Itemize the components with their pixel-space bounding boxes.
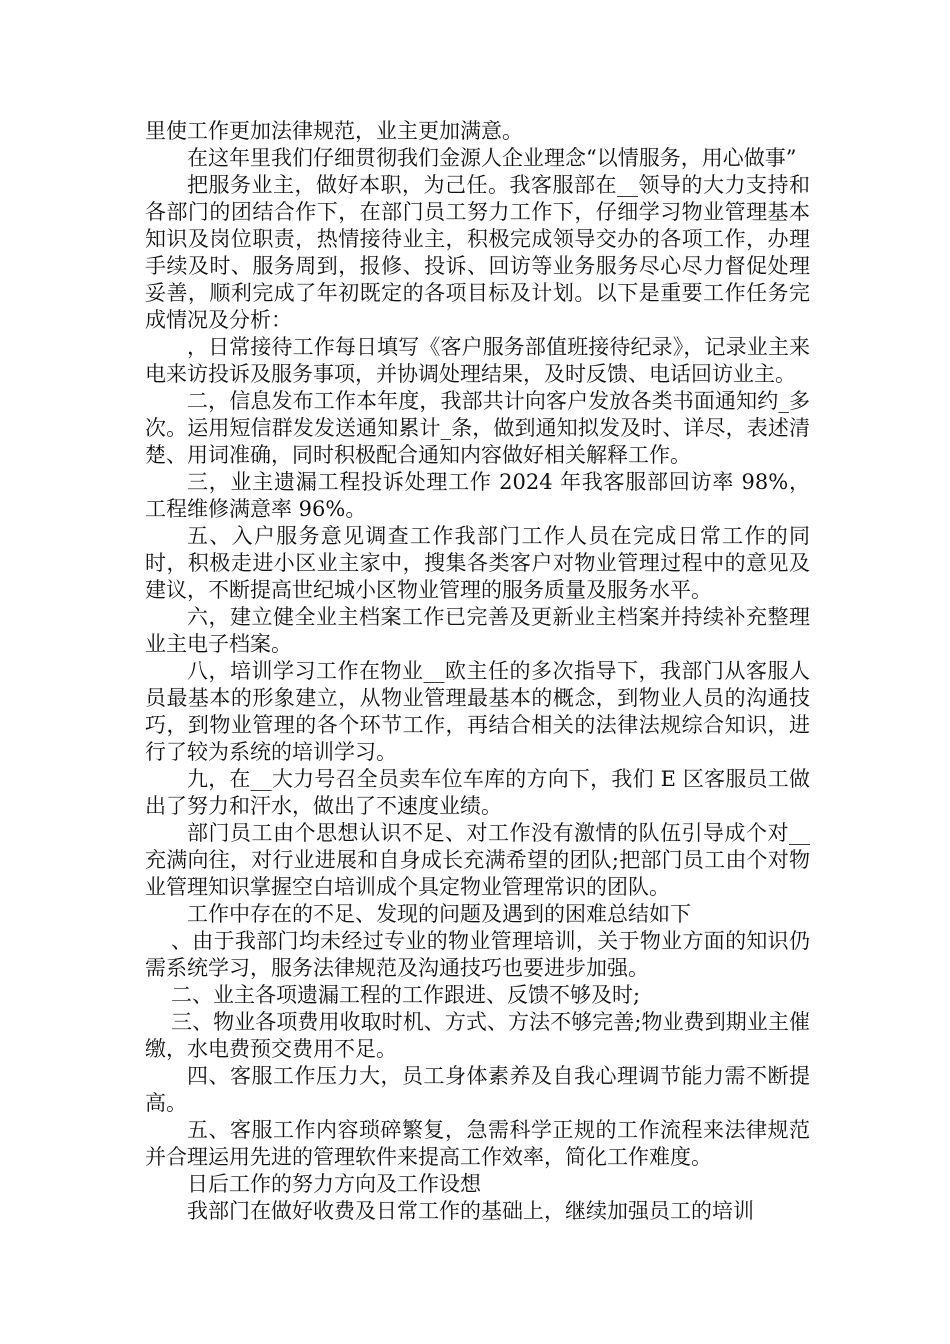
paragraph-3: 把服务业主，做好本职，为己任。我客服部在__领导的大力支持和各部门的团结合作下，在部门员工努力工作下，仔细学习物业管理基本知识及岗位职责，热情接待业主，积极完成领导交办的各项工作，办理手续及时、服务周到，报修、投诉、回访等业务服务尽心尽力督促处理妥善，顺利完成了年初既定的各项目标及计划。以下是重要工作任务完成情况及分析： xyxy=(145,173,810,332)
paragraph-4: ，日常接待工作每日填写《客户服务部值班接待纪录》，记录业主来电来访投诉及服务事项，并协调处理结果，及时反馈、电话回访业主。 xyxy=(145,335,810,386)
section-heading-future: 日后工作的努力方向及工作设想 xyxy=(187,1172,481,1196)
paragraph-7: 五、入户服务意见调查工作我部门工作人员在完成日常工作的同时，积极走进小区业主家中，搜集各类客户对物业管理过程中的意见及建议，不断提高世纪城小区物业管理的服务质量及服务水平。 xyxy=(145,524,810,602)
paragraph-16: 四、客服工作压力大，员工身体素养及自我心理调节能力需不断提高。 xyxy=(145,1064,810,1115)
paragraph-6: 三，业主遗漏工程投诉处理工作 2024 年我客服部回访率 98%，工程维修满意率 96%。 xyxy=(145,470,810,521)
paragraph-1: 里使工作更加法律规范，业主更加满意。 xyxy=(145,119,523,143)
paragraph-13: 、由于我部门均未经过专业的物业管理培训，关于物业方面的知识仍需系统学习，服务法律规范及沟通技巧也要进步加强。 xyxy=(145,929,810,980)
paragraph-10: 九，在__大力号召全员卖车位车库的方向下，我们 E 区客服员工做出了努力和汗水，做出了不速度业绩。 xyxy=(145,767,810,818)
paragraph-17: 五、客服工作内容琐碎繁复，急需科学正规的工作流程来法律规范并合理运用先进的管理软件来提高工作效率，简化工作难度。 xyxy=(145,1118,810,1169)
document-body xyxy=(145,118,810,1225)
paragraph-9: 八，培训学习工作在物业__欧主任的多次指导下，我部门从客服人员最基本的形象建立，从物业管理最基本的概念，到物业人员的沟通技巧，到物业管理的各个环节工作，再结合相关的法律法规综合知识，进行了较为系统的培训学习。 xyxy=(145,659,810,764)
paragraph-2: 在这年里我们仔细贯彻我们金源人企业理念“以情服务，用心做事” xyxy=(187,146,797,170)
paragraph-14: 二、业主各项遗漏工程的工作跟进、反馈不够及时; xyxy=(171,983,641,1007)
section-heading-problems: 工作中存在的不足、发现的问题及遇到的困难总结如下 xyxy=(187,902,691,926)
paragraph-19: 我部门在做好收费及日常工作的基础上，继续加强员工的培训 xyxy=(187,1199,754,1223)
paragraph-15: 三、物业各项费用收取时机、方式、方法不够完善;物业费到期业主催缴，水电费预交费用不足。 xyxy=(145,1010,810,1061)
paragraph-8: 六，建立健全业主档案工作已完善及更新业主档案并持续补充整理业主电子档案。 xyxy=(145,605,810,656)
paragraph-5: 二，信息发布工作本年度，我部共计向客户发放各类书面通知约_多次。运用短信群发发送通知累计_条，做到通知拟发及时、详尽，表述清楚、用词准确，同时积极配合通知内容做好相关解释工作。 xyxy=(145,389,810,467)
paragraph-11: 部门员工由个思想认识不足、对工作没有激情的队伍引导成个对__充满向往，对行业进展和自身成长充满希望的团队;把部门员工由个对物业管理知识掌握空白培训成个具定物业管理常识的团队。 xyxy=(145,821,810,899)
